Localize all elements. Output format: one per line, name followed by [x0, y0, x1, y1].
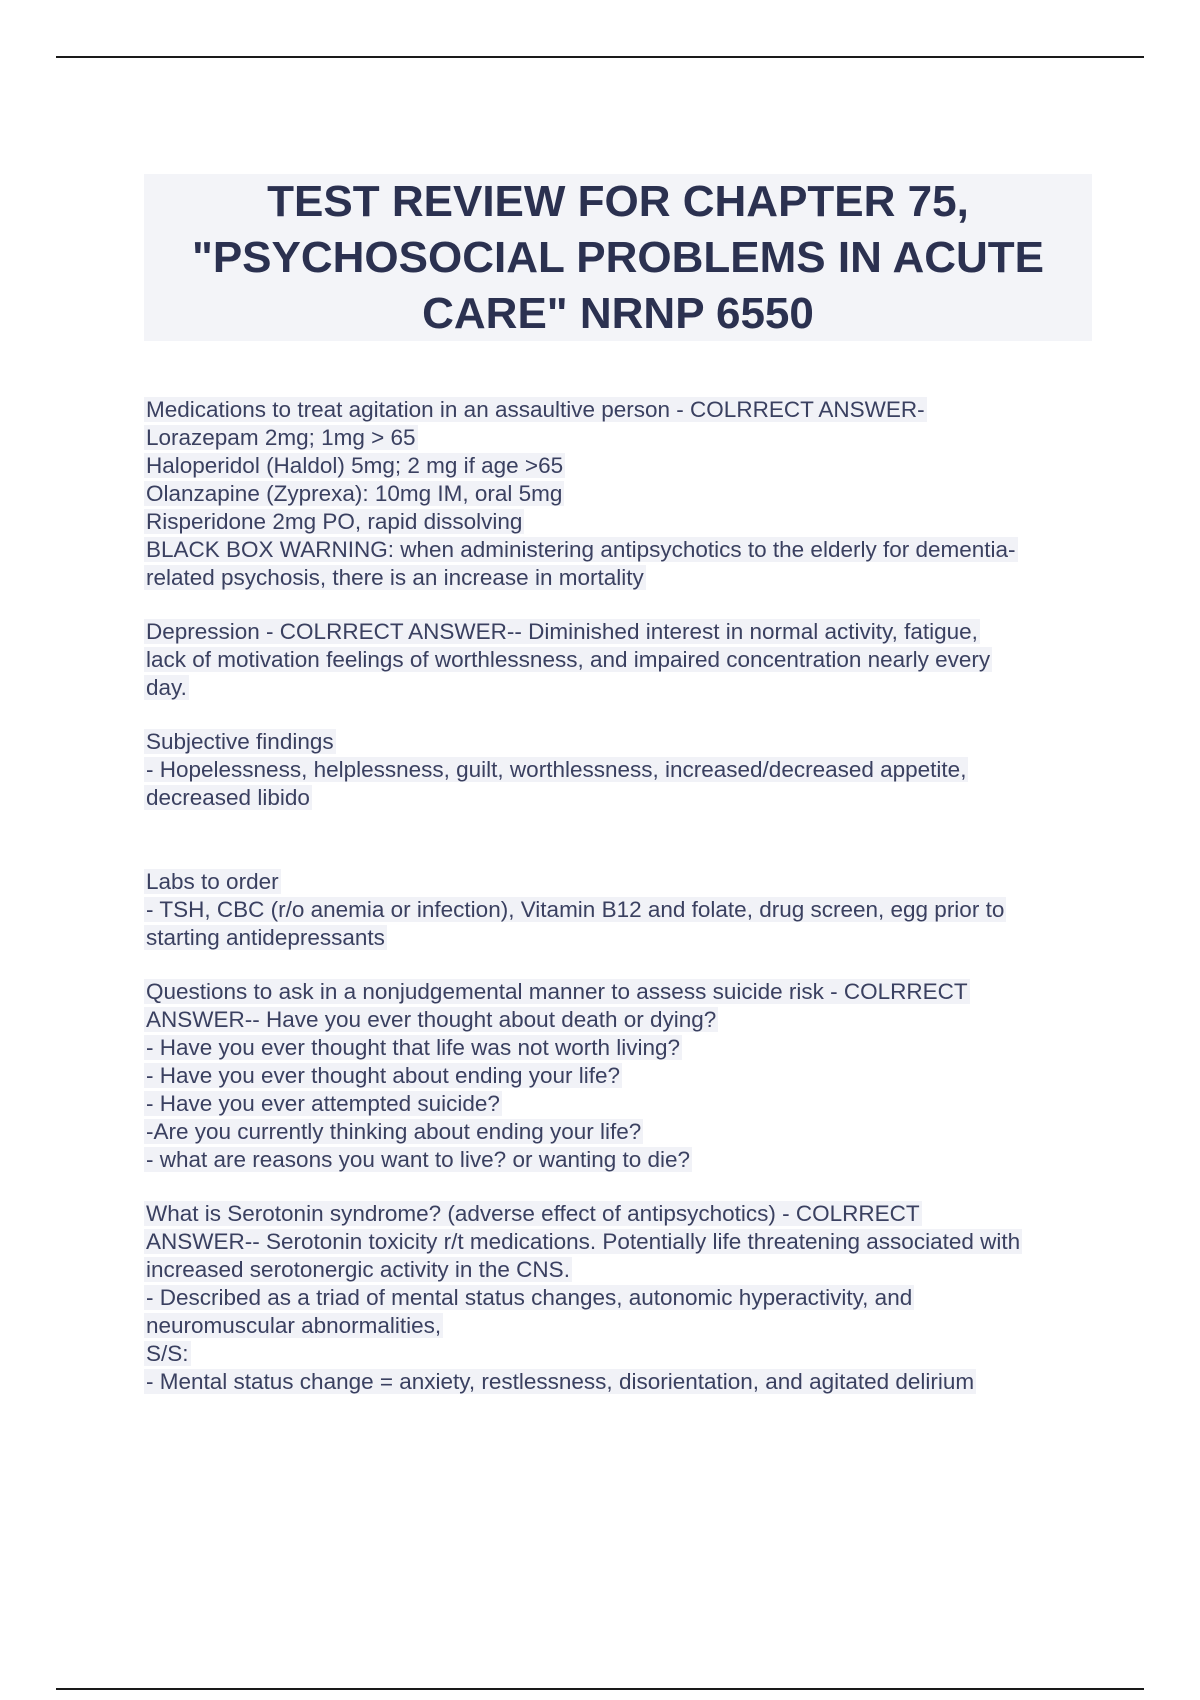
- top-rule: [56, 56, 1144, 58]
- text-line: neuromuscular abnormalities,: [146, 1313, 442, 1338]
- text-line: Haloperidol (Haldol) 5mg; 2 mg if age >65: [146, 453, 564, 478]
- text-line: Questions to ask in a nonjudgemental manner to assess suicide risk - COLRRECT: [146, 979, 968, 1004]
- title-line: CARE" NRNP 6550: [422, 288, 814, 338]
- title-line: "PSYCHOSOCIAL PROBLEMS IN ACUTE: [191, 232, 1045, 282]
- text-line: - Hopelessness, helplessness, guilt, worthlessness, increased/decreased appetite,: [146, 757, 967, 782]
- text-line: ANSWER-- Have you ever thought about death or dying?: [146, 1007, 717, 1032]
- text-line: starting antidepressants: [146, 925, 385, 950]
- text-line: Medications to treat agitation in an assaultive person - COLRRECT ANSWER-: [146, 397, 925, 422]
- spacer: [144, 952, 1104, 978]
- text-line: Labs to order: [146, 869, 279, 894]
- text-line: ANSWER-- Serotonin toxicity r/t medications. Potentially life threatening associated with: [146, 1229, 1021, 1254]
- section-depression: [144, 618, 1104, 702]
- spacer: [144, 592, 1104, 618]
- text-line: lack of motivation feelings of worthlessness, and impaired concentration nearly every: [146, 647, 991, 672]
- text-line: - Have you ever thought about ending your life?: [146, 1063, 621, 1088]
- text-line: Depression - COLRRECT ANSWER-- Diminished interest in normal activity, fatigue,: [146, 619, 978, 644]
- text-line: related psychosis, there is an increase in mortality: [146, 565, 644, 590]
- text-line: -Are you currently thinking about ending your life?: [146, 1119, 642, 1144]
- spacer: [144, 1174, 1104, 1200]
- text-line: - Described as a triad of mental status changes, autonomic hyperactivity, and: [146, 1285, 913, 1310]
- title-line: TEST REVIEW FOR CHAPTER 75,: [267, 176, 969, 226]
- document-title: [144, 174, 1092, 341]
- text-line: decreased libido: [146, 785, 310, 810]
- text-line: Olanzapine (Zyprexa): 10mg IM, oral 5mg: [146, 481, 563, 506]
- text-line: - Mental status change = anxiety, restlessness, disorientation, and agitated delirium: [146, 1369, 975, 1394]
- text-line: What is Serotonin syndrome? (adverse effect of antipsychotics) - COLRRECT: [146, 1201, 920, 1226]
- text-line: day.: [146, 675, 187, 700]
- text-line: Subjective findings: [146, 729, 334, 754]
- section-serotonin-syndrome: [144, 1200, 1104, 1396]
- text-line: increased serotonergic activity in the CNS.: [146, 1257, 570, 1282]
- spacer: [144, 702, 1104, 728]
- text-line: BLACK BOX WARNING: when administering antipsychotics to the elderly for dementia-: [146, 537, 1016, 562]
- text-line: S/S:: [146, 1341, 189, 1366]
- section-agitation-medications: [144, 396, 1104, 592]
- section-suicide-risk-questions: [144, 978, 1104, 1174]
- spacer: [144, 812, 1104, 868]
- text-line: - Have you ever attempted suicide?: [146, 1091, 500, 1116]
- section-labs-to-order: [144, 868, 1104, 952]
- text-line: Risperidone 2mg PO, rapid dissolving: [146, 509, 523, 534]
- text-line: Lorazepam 2mg; 1mg > 65: [146, 425, 416, 450]
- bottom-rule: [56, 1688, 1144, 1690]
- text-line: - TSH, CBC (r/o anemia or infection), Vitamin B12 and folate, drug screen, egg prior to: [146, 897, 1005, 922]
- section-subjective-findings: [144, 728, 1104, 812]
- text-line: - what are reasons you want to live? or wanting to die?: [146, 1147, 691, 1172]
- document-body: [144, 396, 1104, 1396]
- text-line: - Have you ever thought that life was not worth living?: [146, 1035, 681, 1060]
